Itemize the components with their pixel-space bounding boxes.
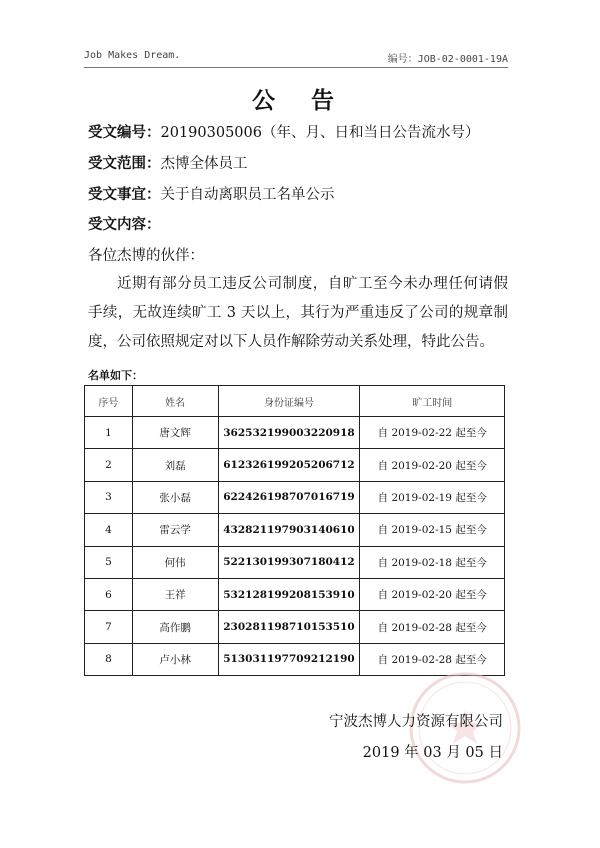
cell-id: 612326199205206712 xyxy=(218,449,360,481)
cell-no: 3 xyxy=(85,481,133,513)
cell-name: 张小磊 xyxy=(132,481,218,513)
field-subject-label: 受文事宜： xyxy=(88,187,161,203)
cell-name: 刘磊 xyxy=(132,449,218,481)
cell-absent: 自 2019-02-20 起至今 xyxy=(360,449,505,481)
field-scope-value: 杰博全体员工 xyxy=(160,156,248,172)
cell-no: 1 xyxy=(85,417,133,449)
signature-date: 2019 年 03 月 05 日 xyxy=(362,745,503,761)
cell-name: 何伟 xyxy=(132,546,218,578)
field-content-label: 受文内容： xyxy=(88,217,161,233)
cell-absent: 自 2019-02-22 起至今 xyxy=(360,417,505,449)
cell-no: 4 xyxy=(85,514,133,546)
header-doc-number: 编号：JOB-02-0001-19A xyxy=(387,54,508,65)
table-row xyxy=(85,611,505,643)
col-header-absent: 旷工时间 xyxy=(360,386,505,417)
greeting: 各位杰博的伙伴： xyxy=(88,248,204,264)
list-label: 名单如下： xyxy=(88,369,143,382)
header-divider xyxy=(84,67,508,68)
table-row xyxy=(85,514,505,546)
cell-no: 7 xyxy=(85,611,133,643)
cell-id: 532128199208153910 xyxy=(218,578,360,610)
table-header-row xyxy=(85,386,505,417)
cell-name: 王祥 xyxy=(132,578,218,610)
cell-absent: 自 2019-02-15 起至今 xyxy=(360,514,505,546)
table-row xyxy=(85,481,505,513)
cell-id: 513031197709212190 xyxy=(218,643,360,675)
cell-id: 432821197903140610 xyxy=(218,514,360,546)
cell-no: 5 xyxy=(85,546,133,578)
cell-absent: 自 2019-02-18 起至今 xyxy=(360,546,505,578)
cell-no: 8 xyxy=(85,643,133,675)
cell-no: 2 xyxy=(85,449,133,481)
cell-name: 高作鹏 xyxy=(132,611,218,643)
cell-absent: 自 2019-02-20 起至今 xyxy=(360,578,505,610)
cell-name: 唐文辉 xyxy=(132,417,218,449)
cell-id: 230281198710153510 xyxy=(218,611,360,643)
table-row xyxy=(85,546,505,578)
notice-title: 公 告 xyxy=(251,88,348,114)
field-subject-value: 关于自动离职员工名单公示 xyxy=(160,187,335,203)
notice-paragraph: 近期有部分员工违反公司制度，自旷工至今未办理任何请假手续，无故连续旷工 3 天以上，其行为严重违反了公司的规章制度，公司依照规定对以下人员作解除劳动关系处理，特此公告。 xyxy=(88,276,508,350)
cell-id: 362532199003220918 xyxy=(218,417,360,449)
signature-company: 宁波杰博人力资源有限公司 xyxy=(329,714,503,730)
cell-absent: 自 2019-02-19 起至今 xyxy=(360,481,505,513)
cell-id: 622426198707016719 xyxy=(218,481,360,513)
table-row xyxy=(85,578,505,610)
field-content xyxy=(88,213,161,234)
field-scope-label: 受文范围： xyxy=(88,156,161,172)
field-subject xyxy=(88,183,335,204)
page-header xyxy=(84,50,508,66)
cell-no: 6 xyxy=(85,578,133,610)
col-header-name: 姓名 xyxy=(132,386,218,417)
staff-table xyxy=(84,385,505,676)
cell-name: 雷云学 xyxy=(132,514,218,546)
table-row xyxy=(85,449,505,481)
cell-name: 卢小林 xyxy=(132,643,218,675)
col-header-no: 序号 xyxy=(85,386,133,417)
header-slogan: Job Makes Dream. xyxy=(84,50,181,61)
field-scope xyxy=(88,152,248,173)
field-doc-no-value: 20190305006（年、月、日和当日公告流水号） xyxy=(160,125,480,141)
field-doc-no-label: 受文编号： xyxy=(88,125,161,141)
cell-id: 522130199307180412 xyxy=(218,546,360,578)
field-doc-no xyxy=(88,121,479,142)
table-row xyxy=(85,417,505,449)
col-header-id: 身份证编号 xyxy=(218,386,360,417)
cell-absent: 自 2019-02-28 起至今 xyxy=(360,611,505,643)
cell-absent: 自 2019-02-28 起至今 xyxy=(360,643,505,675)
